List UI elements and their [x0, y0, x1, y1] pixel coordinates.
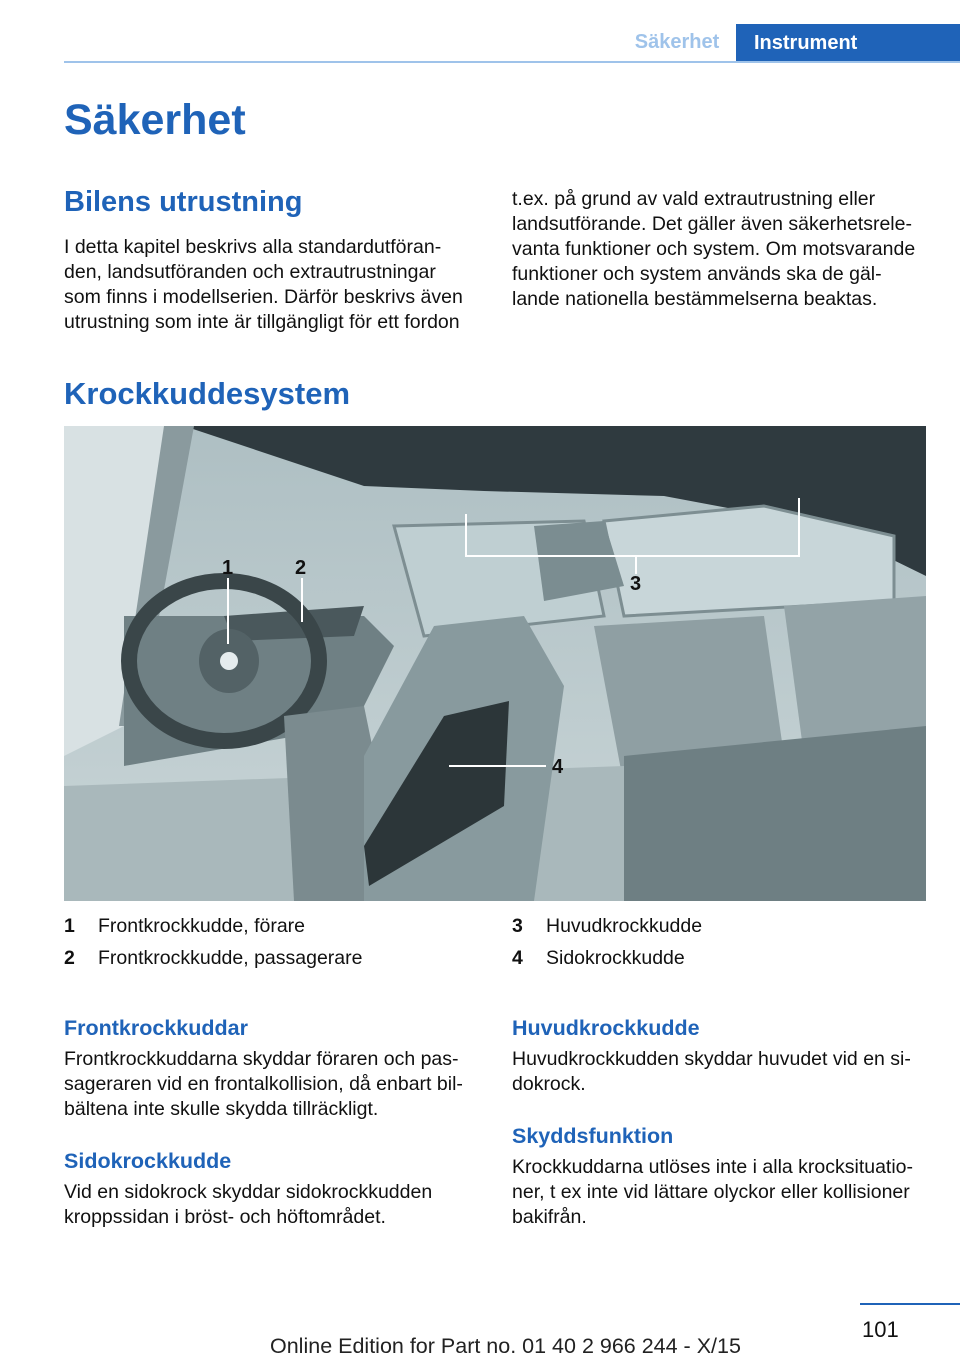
legend-text: Sidokrockkudde — [546, 947, 685, 969]
text-line: lande nationella bestämmelserna beaktas. — [512, 288, 878, 310]
huvudkrockkudde-text — [512, 1047, 911, 1097]
legend-text: Frontkrockkudde, passagerare — [98, 947, 363, 969]
legend-number: 3 — [512, 915, 523, 937]
skyddsfunktion-text — [512, 1155, 913, 1230]
text-line: I detta kapitel beskrivs alla standardutföran- — [64, 236, 442, 258]
page-number: 101 — [862, 1317, 899, 1342]
text-line: kroppssidan i bröst- och höftområdet. — [64, 1206, 386, 1228]
page-title: Säkerhet — [64, 96, 246, 144]
callout-4: 4 — [552, 756, 564, 778]
text-line: landsutförande. Det gäller även säkerhetsrele- — [512, 213, 912, 235]
legend-number: 1 — [64, 915, 75, 937]
text-line: ner, t ex inte vid lättare olyckor eller kollisioner — [512, 1181, 910, 1203]
section-heading-krockkuddesystem: Krockkuddesystem — [64, 376, 351, 411]
header-tab-sakerhet[interactable]: Säkerhet — [634, 31, 720, 53]
footer-rule — [860, 1303, 960, 1305]
car-interior-illustration — [64, 426, 926, 901]
text-line: bältena inte skulle skydda tillräckligt. — [64, 1098, 379, 1120]
legend-text: Huvudkrockkudde — [546, 915, 703, 937]
text-line: vanta funktioner och system. Om motsvarande — [512, 238, 916, 260]
text-line: Huvudkrockkudden skyddar huvudet vid en si- — [512, 1048, 911, 1070]
header-rule — [64, 61, 960, 63]
subsection-heading-frontkrockkuddar: Frontkrockkuddar — [64, 1016, 248, 1040]
text-line: Krockkuddarna utlöses inte i alla krocksituatio- — [512, 1156, 914, 1178]
header-tab-instrument[interactable]: Instrument — [736, 24, 960, 63]
section-heading-bilens-utrustning: Bilens utrustning — [64, 186, 303, 218]
legend-text: Frontkrockkudde, förare — [98, 915, 306, 937]
text-line: Frontkrockkuddarna skyddar föraren och pas- — [64, 1048, 459, 1070]
text-line: t.ex. på grund av vald extrautrustning eller — [512, 188, 876, 210]
subsection-heading-sidokrockkudde: Sidokrockkudde — [64, 1149, 232, 1173]
edition-note: Online Edition for Part no. 01 40 2 966 244 - X/15 — [270, 1334, 741, 1358]
subsection-heading-huvudkrockkudde: Huvudkrockkudde — [512, 1016, 700, 1040]
legend-number: 2 — [64, 947, 75, 969]
callout-2: 2 — [295, 557, 307, 579]
text-line: dokrock. — [512, 1073, 586, 1095]
text-line: Vid en sidokrock skyddar sidokrockkudden — [64, 1181, 433, 1203]
text-line: bakifrån. — [512, 1206, 587, 1228]
text-line: den, landsutföranden och extrautrustningar — [64, 261, 436, 283]
subsection-heading-skyddsfunktion: Skyddsfunktion — [512, 1124, 674, 1148]
legend-number: 4 — [512, 947, 523, 969]
airbag-figure — [64, 426, 926, 901]
text-line: sageraren vid en frontalkollision, då enbart bil- — [64, 1073, 463, 1095]
intro-column-left — [64, 235, 463, 335]
text-line: som finns i modellserien. Därför beskrivs även — [64, 286, 463, 308]
frontkrockkuddar-text — [64, 1047, 463, 1122]
intro-column-right — [512, 187, 915, 312]
text-line: utrustning som inte är tillgängligt för ett fordon — [64, 311, 460, 333]
text-line: funktioner och system används ska de gäl- — [512, 263, 882, 285]
callout-3: 3 — [630, 573, 642, 595]
sidokrockkudde-text — [64, 1180, 432, 1230]
callout-1: 1 — [222, 557, 234, 579]
